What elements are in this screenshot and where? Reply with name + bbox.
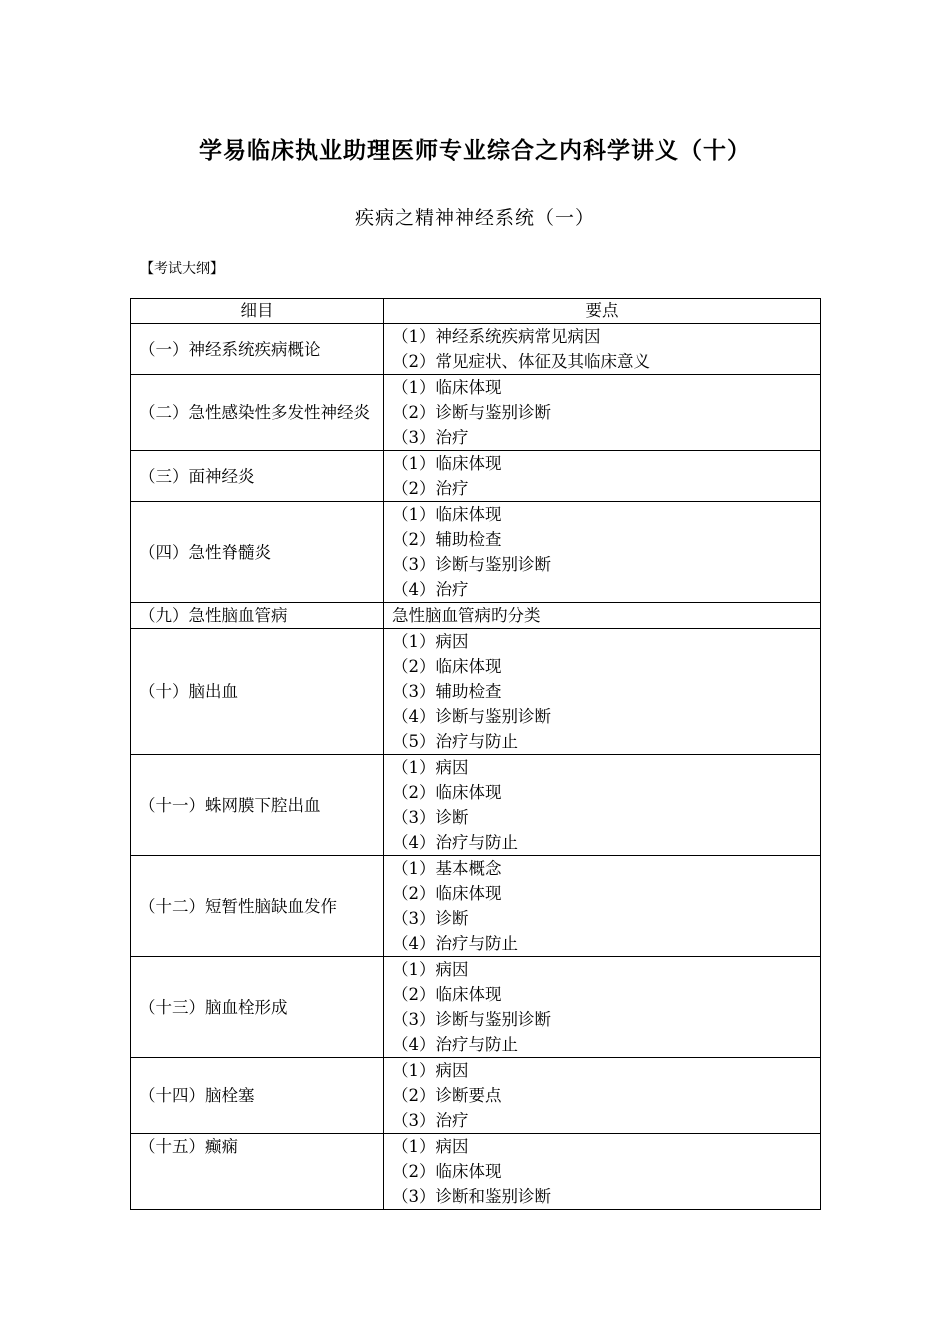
point-item: （2）临床体现 bbox=[392, 1162, 502, 1181]
point-item: （2）临床体现 bbox=[392, 884, 502, 903]
table-row bbox=[131, 375, 821, 451]
point-item: （3）诊断和鉴别诊断 bbox=[392, 1187, 551, 1206]
point-item: （4）诊断与鉴别诊断 bbox=[392, 707, 551, 726]
point-item: （2）常见症状、体征及其临床意义 bbox=[392, 352, 650, 371]
point-item: （2）临床体现 bbox=[392, 985, 502, 1004]
row-item-cell: （十一）蛛网膜下腔出血 bbox=[131, 755, 384, 856]
syllabus-table bbox=[130, 298, 821, 1210]
point-item: （1）临床体现 bbox=[392, 505, 502, 524]
point-item: （1）病因 bbox=[392, 960, 469, 979]
point-item: （4）治疗 bbox=[392, 580, 469, 599]
row-item-cell: （十四）脑栓塞 bbox=[131, 1058, 384, 1134]
point-item: 急性脑血管病旳分类 bbox=[392, 606, 541, 625]
point-item: （4）治疗与防止 bbox=[392, 934, 518, 953]
row-points-cell bbox=[384, 375, 821, 451]
point-item: （3）诊断 bbox=[392, 808, 469, 827]
row-item-cell: （三）面神经炎 bbox=[131, 451, 384, 502]
point-item: （1）病因 bbox=[392, 1137, 469, 1156]
point-item: （1）临床体现 bbox=[392, 378, 502, 397]
table-row bbox=[131, 957, 821, 1058]
row-item-cell: （九）急性脑血管病 bbox=[131, 603, 384, 629]
document-subtitle: 疾病之精神神经系统（一） bbox=[354, 207, 595, 229]
point-item: （3）诊断与鉴别诊断 bbox=[392, 555, 551, 574]
row-points-cell bbox=[384, 629, 821, 755]
point-item: （2）临床体现 bbox=[392, 783, 502, 802]
row-points-cell bbox=[384, 1134, 821, 1210]
table-row bbox=[131, 629, 821, 755]
point-item: （1）基本概念 bbox=[392, 859, 502, 878]
row-points-cell bbox=[384, 324, 821, 375]
row-item-cell: （十二）短暂性脑缺血发作 bbox=[131, 856, 384, 957]
row-item-cell: （十）脑出血 bbox=[131, 629, 384, 755]
point-item: （3）辅助检查 bbox=[392, 682, 502, 701]
row-item-cell: （二）急性感染性多发性神经炎 bbox=[131, 375, 384, 451]
row-item-cell: （一）神经系统疾病概论 bbox=[131, 324, 384, 375]
point-item: （2）诊断与鉴别诊断 bbox=[392, 403, 551, 422]
table-row bbox=[131, 1058, 821, 1134]
row-points-cell bbox=[384, 502, 821, 603]
point-item: （3）诊断与鉴别诊断 bbox=[392, 1010, 551, 1029]
point-item: （2）临床体现 bbox=[392, 657, 502, 676]
point-item: （3）治疗 bbox=[392, 1111, 469, 1130]
point-item: （1）病因 bbox=[392, 758, 469, 777]
point-item: （1）神经系统疾病常见病因 bbox=[392, 327, 601, 346]
exam-outline-label: 【考试大纲】 bbox=[140, 261, 224, 277]
document-title: 学易临床执业助理医师专业综合之内科学讲义（十） bbox=[199, 138, 751, 164]
table-body bbox=[131, 324, 821, 1210]
column-header-points: 要点 bbox=[384, 299, 821, 324]
row-points-cell bbox=[384, 1058, 821, 1134]
table-header-row bbox=[131, 299, 821, 324]
row-points-cell bbox=[384, 603, 821, 629]
point-item: （1）病因 bbox=[392, 632, 469, 651]
point-item: （4）治疗与防止 bbox=[392, 1035, 518, 1054]
row-item-cell: （四）急性脊髓炎 bbox=[131, 502, 384, 603]
row-points-cell bbox=[384, 451, 821, 502]
table-row bbox=[131, 856, 821, 957]
row-item-cell: （十三）脑血栓形成 bbox=[131, 957, 384, 1058]
point-item: （3）诊断 bbox=[392, 909, 469, 928]
row-points-cell bbox=[384, 957, 821, 1058]
point-item: （2）诊断要点 bbox=[392, 1086, 502, 1105]
table-row bbox=[131, 1134, 821, 1210]
point-item: （2）治疗 bbox=[392, 479, 469, 498]
row-points-cell bbox=[384, 856, 821, 957]
row-item-cell: （十五）癫痫 bbox=[131, 1134, 384, 1210]
table-row bbox=[131, 502, 821, 603]
point-item: （1）病因 bbox=[392, 1061, 469, 1080]
row-points-cell bbox=[384, 755, 821, 856]
point-item: （1）临床体现 bbox=[392, 454, 502, 473]
point-item: （3）治疗 bbox=[392, 428, 469, 447]
point-item: （4）治疗与防止 bbox=[392, 833, 518, 852]
table-row bbox=[131, 451, 821, 502]
point-item: （5）治疗与防止 bbox=[392, 732, 518, 751]
column-header-item: 细目 bbox=[131, 299, 384, 324]
point-item: （2）辅助检查 bbox=[392, 530, 502, 549]
table-row bbox=[131, 603, 821, 629]
table-row bbox=[131, 755, 821, 856]
table-row bbox=[131, 324, 821, 375]
